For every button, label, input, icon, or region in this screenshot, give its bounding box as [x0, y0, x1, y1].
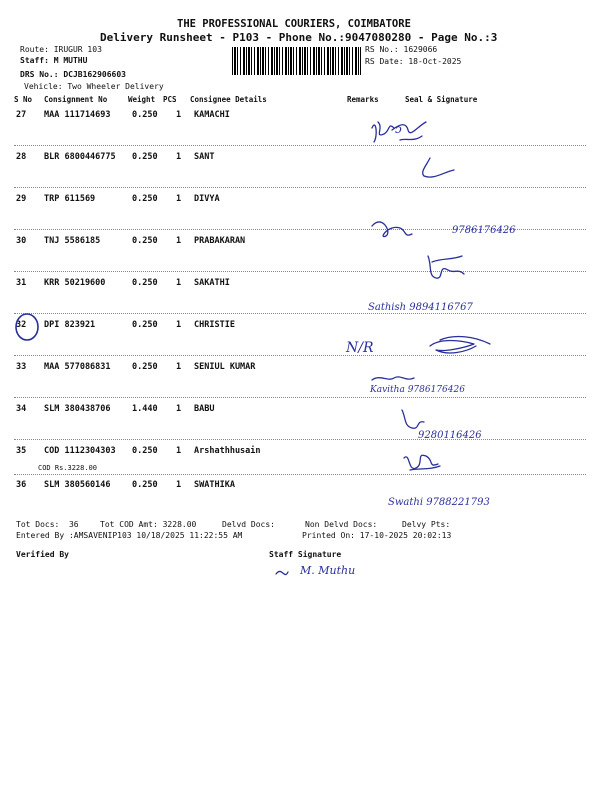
row-consignment: SLM 380438706: [44, 404, 111, 414]
row-consignee: SANT: [194, 152, 215, 162]
col-seal: Seal & Signature: [405, 95, 478, 104]
row-sno: 33: [16, 362, 27, 372]
cod-note: COD Rs.3228.00: [38, 464, 98, 472]
row-sno: 28: [16, 152, 27, 162]
row-pcs: 1: [176, 236, 182, 246]
row-consignee: SWATHIKA: [194, 480, 235, 490]
row-pcs: 1: [176, 362, 182, 372]
row-consignment: BLR 6800446775: [44, 152, 116, 162]
row-weight: 1.440: [132, 404, 158, 414]
row-consignment: KRR 50219600: [44, 278, 106, 288]
verified-by-label: Verified By: [16, 550, 69, 559]
delivery-points: Delvy Pts:: [402, 520, 451, 529]
row-pcs: 1: [176, 194, 182, 204]
hand-note-34: 9280116426: [418, 430, 482, 441]
row-weight: 0.250: [132, 320, 158, 330]
row-weight: 0.250: [132, 236, 158, 246]
signature-31: [428, 256, 464, 278]
row-consignee: Arshathhusain: [194, 446, 261, 456]
row-pcs: 1: [176, 446, 182, 456]
row-weight: 0.250: [132, 194, 158, 204]
row-consignment: MAA 111714693: [44, 110, 111, 120]
row-consignment: TNJ 5586185: [44, 236, 101, 246]
delivered-docs: Delvd Docs:: [222, 520, 275, 529]
row-pcs: 1: [176, 110, 182, 120]
staff-signature: M. Muthu: [300, 564, 356, 577]
row-consignee: PRABAKARAN: [194, 236, 246, 246]
row-sno: 32: [16, 320, 27, 330]
row-weight: 0.250: [132, 446, 158, 456]
row-sno: 35: [16, 446, 27, 456]
printed-on: Printed On: 17-10-2025 20:02:13: [302, 531, 452, 540]
row-consignee: SAKATHI: [194, 278, 230, 288]
row-sno: 36: [16, 480, 27, 490]
col-consignee: Consignee Details: [190, 95, 267, 104]
row-pcs: 1: [176, 320, 182, 330]
entered-by: Entered By :AMSAVENIP103 10/18/2025 11:22:55 AM: [16, 531, 243, 540]
hand-note-27: ɔ: [395, 122, 402, 136]
row-consignee: KAMACHI: [194, 110, 230, 120]
signature-32: [430, 337, 490, 353]
drs-number: DRS No.: DCJB162906603: [20, 70, 126, 79]
row-weight: 0.250: [132, 362, 158, 372]
row-sno: 29: [16, 194, 27, 204]
hand-note-30: 9786176426: [452, 225, 516, 236]
signature-35: [404, 455, 440, 470]
row-sno: 34: [16, 404, 27, 414]
signature-28: [423, 158, 454, 177]
row-sno: 30: [16, 236, 27, 246]
row-consignment: COD 1112304303: [44, 446, 116, 456]
rs-number: RS No.: 1629066: [365, 45, 438, 54]
row-consignee: BABU: [194, 404, 215, 414]
total-cod-amount: Tot COD Amt: 3228.00: [100, 520, 197, 529]
row-pcs: 1: [176, 152, 182, 162]
row-consignee: DIVYA: [194, 194, 220, 204]
hand-note-33: Kavitha 9786176426: [370, 385, 465, 395]
row-pcs: 1: [176, 404, 182, 414]
page-title: Delivery Runsheet - P103 - Phone No.:9047080280 - Page No.:3: [100, 31, 498, 44]
row-consignment: MAA 577086831: [44, 362, 111, 372]
signature-30: [372, 222, 412, 237]
staff-label: Staff: M MUTHU: [20, 56, 88, 65]
row-pcs: 1: [176, 480, 182, 490]
hand-note-31: Sathish 9894116767: [368, 302, 473, 313]
col-remarks: Remarks: [347, 95, 379, 104]
row-weight: 0.250: [132, 480, 158, 490]
non-delivered-docs: Non Delvd Docs:: [305, 520, 378, 529]
row-consignment: DPI 823921: [44, 320, 96, 330]
staff-signature-label: Staff Signature: [269, 550, 342, 559]
row-weight: 0.250: [132, 152, 158, 162]
circle-mark: [16, 314, 38, 340]
route-label: Route: IRUGUR 103: [20, 45, 102, 54]
rs-date: RS Date: 18-Oct-2025: [365, 57, 462, 66]
company-name: THE PROFESSIONAL COURIERS, COIMBATORE: [177, 18, 411, 30]
total-docs: Tot Docs: 36: [16, 520, 79, 529]
row-consignee: CHRISTIE: [194, 320, 235, 330]
col-sno: S No: [14, 95, 33, 104]
row-consignee: SENIUL KUMAR: [194, 362, 256, 372]
col-consignment: Consignment No: [44, 95, 108, 104]
row-weight: 0.250: [132, 110, 158, 120]
staff-signature-mark: [276, 571, 288, 574]
vehicle-label: Vehicle: Two Wheeler Delivery: [24, 82, 164, 91]
hand-note-36: Swathi 9788221793: [388, 497, 490, 508]
col-pcs: PCS: [163, 95, 177, 104]
col-weight: Weight: [128, 95, 156, 104]
row-consignment: SLM 380560146: [44, 480, 111, 490]
row-pcs: 1: [176, 278, 182, 288]
row-sno: 31: [16, 278, 27, 288]
row-consignment: TRP 611569: [44, 194, 96, 204]
row-sno: 27: [16, 110, 27, 120]
hand-note-32: N/R: [346, 340, 374, 356]
row-weight: 0.250: [132, 278, 158, 288]
